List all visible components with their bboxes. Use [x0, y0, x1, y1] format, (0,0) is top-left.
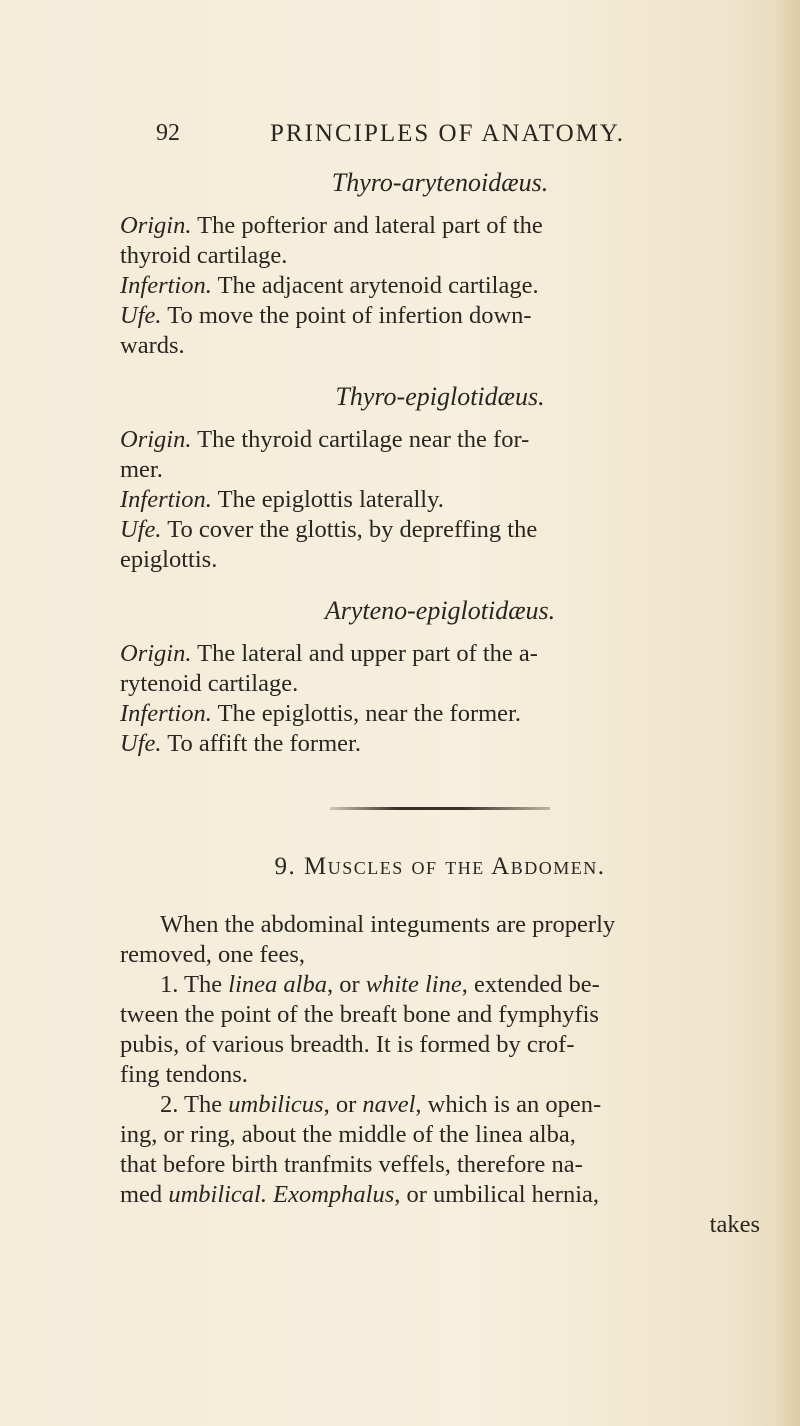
- term-umbilical: umbilical.: [168, 1181, 267, 1208]
- item-text: , which is an open-: [415, 1091, 602, 1118]
- item-text-line: that before birth tranfmits veffels, therefore na-: [120, 1151, 583, 1178]
- term-white-line: white line: [365, 971, 462, 998]
- page-number: 92: [156, 120, 180, 146]
- item-text: med: [120, 1181, 163, 1208]
- origin-label: Origin.: [120, 640, 192, 667]
- insertion-text: The adjacent arytenoid cartilage.: [217, 272, 539, 299]
- origin-text-cont: thyroid cartilage.: [120, 242, 288, 269]
- use-label: Ufe.: [120, 516, 162, 543]
- page-edge-shadow: [774, 0, 800, 1426]
- use-entry: [120, 729, 760, 759]
- origin-entry: [120, 639, 760, 699]
- item-text-line: pubis, of various breadth. It is formed by crof-: [120, 1031, 575, 1058]
- item-number: 2. The: [160, 1091, 223, 1118]
- origin-entry: [120, 211, 760, 271]
- use-label: Ufe.: [120, 730, 162, 757]
- muscle-heading: Thyro-arytenoidæus.: [331, 168, 549, 197]
- item-text-line: tween the point of the breaft bone and fymphyfis: [120, 1001, 599, 1028]
- muscle-heading: Thyro-epiglotidæus.: [335, 382, 545, 411]
- intro-paragraph: [120, 910, 760, 970]
- origin-text-cont: mer.: [120, 456, 163, 483]
- running-head: PRINCIPLES OF ANATOMY.: [270, 120, 625, 147]
- insertion-label: Infertion.: [120, 700, 212, 727]
- intro-line: removed, one fees,: [120, 941, 306, 968]
- conjunction: , or: [323, 1091, 357, 1118]
- item-text: , extended be-: [461, 971, 600, 998]
- item-text: , or umbilical hernia,: [394, 1181, 600, 1208]
- insertion-text: The epiglottis, near the former.: [217, 700, 521, 727]
- term-umbilicus: umbilicus: [228, 1091, 324, 1118]
- use-label: Ufe.: [120, 302, 162, 329]
- origin-label: Origin.: [120, 212, 192, 239]
- origin-text-cont: rytenoid cartilage.: [120, 670, 299, 697]
- use-text: To cover the glottis, by depreffing the: [167, 516, 538, 543]
- catchword: takes: [709, 1211, 760, 1238]
- term-exomphalus: Exomphalus: [273, 1181, 395, 1208]
- origin-entry: [120, 425, 760, 485]
- conjunction: , or: [326, 971, 360, 998]
- item-linea-alba: [120, 970, 760, 1090]
- origin-text: The pofterior and lateral part of the: [197, 212, 543, 239]
- insertion-label: Infertion.: [120, 486, 212, 513]
- origin-text: The lateral and upper part of the a-: [197, 640, 538, 667]
- insertion-label: Infertion.: [120, 272, 212, 299]
- item-text-line: ing, or ring, about the middle of the linea alba,: [120, 1121, 576, 1148]
- insertion-entry: [120, 271, 760, 301]
- item-number: 1. The: [160, 971, 223, 998]
- use-entry: [120, 301, 760, 361]
- page-text: [120, 165, 760, 1240]
- insertion-entry: [120, 485, 760, 515]
- origin-label: Origin.: [120, 426, 192, 453]
- page-header: [156, 120, 760, 150]
- insertion-text: The epiglottis laterally.: [217, 486, 444, 513]
- use-text: To affift the former.: [167, 730, 361, 757]
- origin-text: The thyroid cartilage near the for-: [197, 426, 530, 453]
- intro-line: When the abdominal integuments are properly: [160, 911, 616, 938]
- term-navel: navel: [362, 1091, 416, 1118]
- term-linea-alba: linea alba: [228, 971, 327, 998]
- use-text: To move the point of infertion down-: [167, 302, 532, 329]
- use-text-cont: wards.: [120, 332, 185, 359]
- use-entry: [120, 515, 760, 575]
- item-umbilicus: [120, 1090, 760, 1210]
- insertion-entry: [120, 699, 760, 729]
- use-text-cont: epiglottis.: [120, 546, 218, 573]
- section-heading: 9. Muscles of the Abdomen.: [274, 853, 606, 880]
- item-text-line: fing tendons.: [120, 1061, 248, 1088]
- muscle-heading: Aryteno-epiglotidæus.: [324, 596, 556, 625]
